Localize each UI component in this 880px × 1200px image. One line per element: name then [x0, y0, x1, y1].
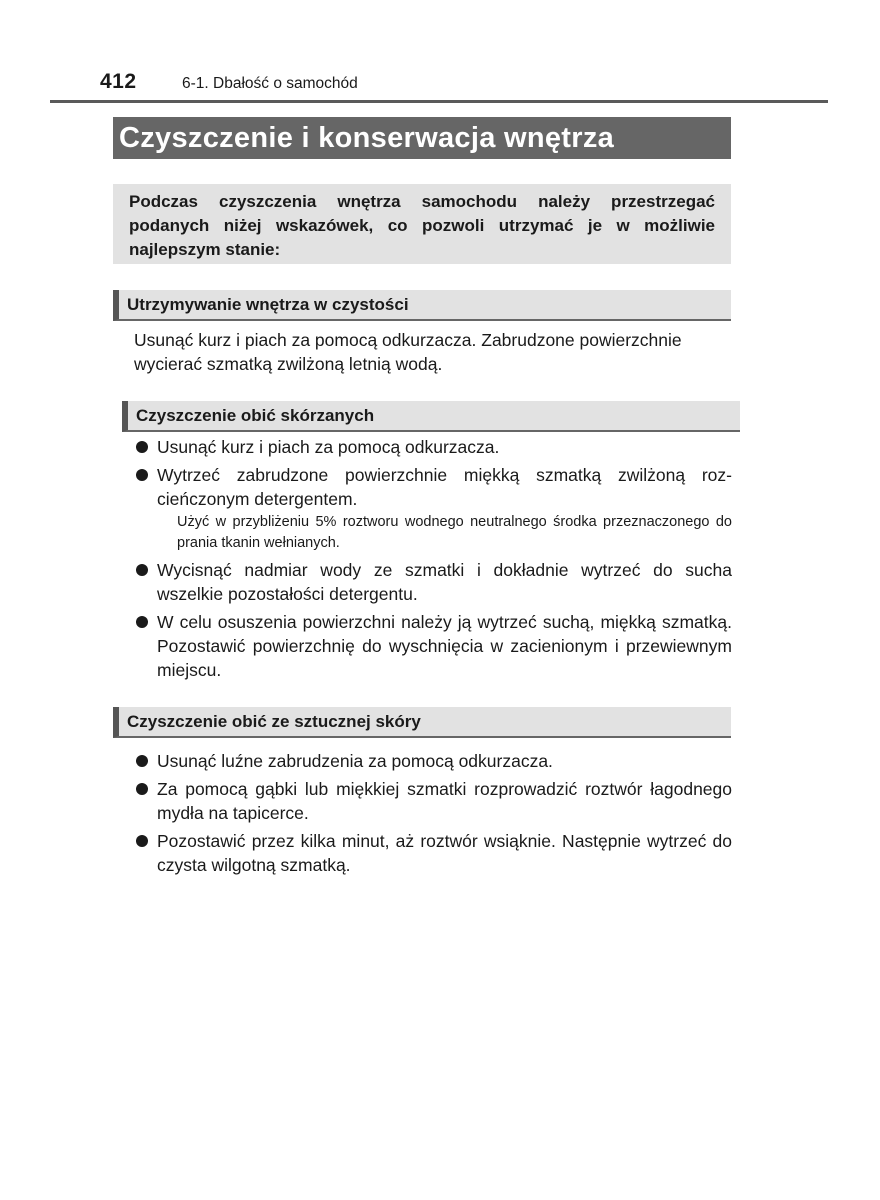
list-item — [135, 610, 732, 682]
bullet-text: Wycisnąć nadmiar wody ze szmatki i dokładnie wytrzeć do sucha wszelkie pozostałości detergentu. — [157, 560, 732, 604]
bullet-dot-icon — [136, 835, 148, 847]
bullet-note: Użyć w przybliżeniu 5% roztworu wodnego neutralnego środka przeznaczonego do prania tkanin wełnianych. — [177, 514, 732, 551]
section-heading-cleanliness: Utrzymywanie wnętrza w czystości — [113, 290, 731, 321]
bullet-dot-icon — [136, 783, 148, 795]
bullet-list-leather — [135, 435, 732, 686]
list-item — [135, 777, 732, 825]
bullet-dot-icon — [136, 564, 148, 576]
bullet-text: W celu osuszenia powierzchni należy ją wytrzeć suchą, miękką szmatką. Pozostawić powierzchnię do wyschnięcia w zacienionym i przewiewnym miejscu. — [157, 612, 732, 680]
bullet-text: Za pomocą gąbki lub miękkiej szmatki rozprowadzić roztwór łagodnego mydła na tapicerce. — [157, 779, 732, 823]
list-item — [135, 749, 732, 773]
bullet-dot-icon — [136, 469, 148, 481]
section-paragraph-cleanliness: Usunąć kurz i piach za pomocą odkurzacza. Zabrudzone powierzchnie wycierać szmatką zwilżoną letnią wodą. — [134, 330, 682, 374]
page-number: 412 — [100, 70, 137, 93]
bullet-text: Wytrzeć zabrudzone powierzchnie miękką szmatką zwilżoną rozcieńczonym detergentem. — [157, 465, 732, 509]
list-item — [135, 829, 732, 877]
section-heading-artificial-leather: Czyszczenie obić ze sztucznej skóry — [113, 707, 731, 738]
bullet-dot-icon — [136, 616, 148, 628]
bullet-dot-icon — [136, 755, 148, 767]
bullet-dot-icon — [136, 441, 148, 453]
bullet-text: Usunąć luźne zabrudzenia za pomocą odkurzacza. — [157, 751, 553, 771]
list-item — [135, 463, 732, 554]
page-header — [100, 70, 800, 100]
intro-box: Podczas czyszczenia wnętrza samochodu należy przestrzegać podanych niżej wskazówek, co pozwoli utrzymać je w możliwie najlepszym stanie: — [113, 184, 731, 264]
section-path: 6-1. Dbałość o samochód — [182, 75, 358, 92]
section-heading-leather: Czyszczenie obić skórzanych — [122, 401, 740, 432]
bullet-text: Usunąć kurz i piach za pomocą odkurzacza. — [157, 437, 500, 457]
bullet-text: Pozostawić przez kilka minut, aż roztwór wsiąknie. Następnie wytrzeć do czysta wilgotną szmatką. — [157, 831, 732, 875]
list-item — [135, 435, 732, 459]
page-title: Czyszczenie i konserwacja wnętrza — [113, 117, 731, 159]
list-item — [135, 558, 732, 606]
header-rule — [50, 100, 828, 103]
bullet-list-artificial-leather — [135, 749, 732, 881]
